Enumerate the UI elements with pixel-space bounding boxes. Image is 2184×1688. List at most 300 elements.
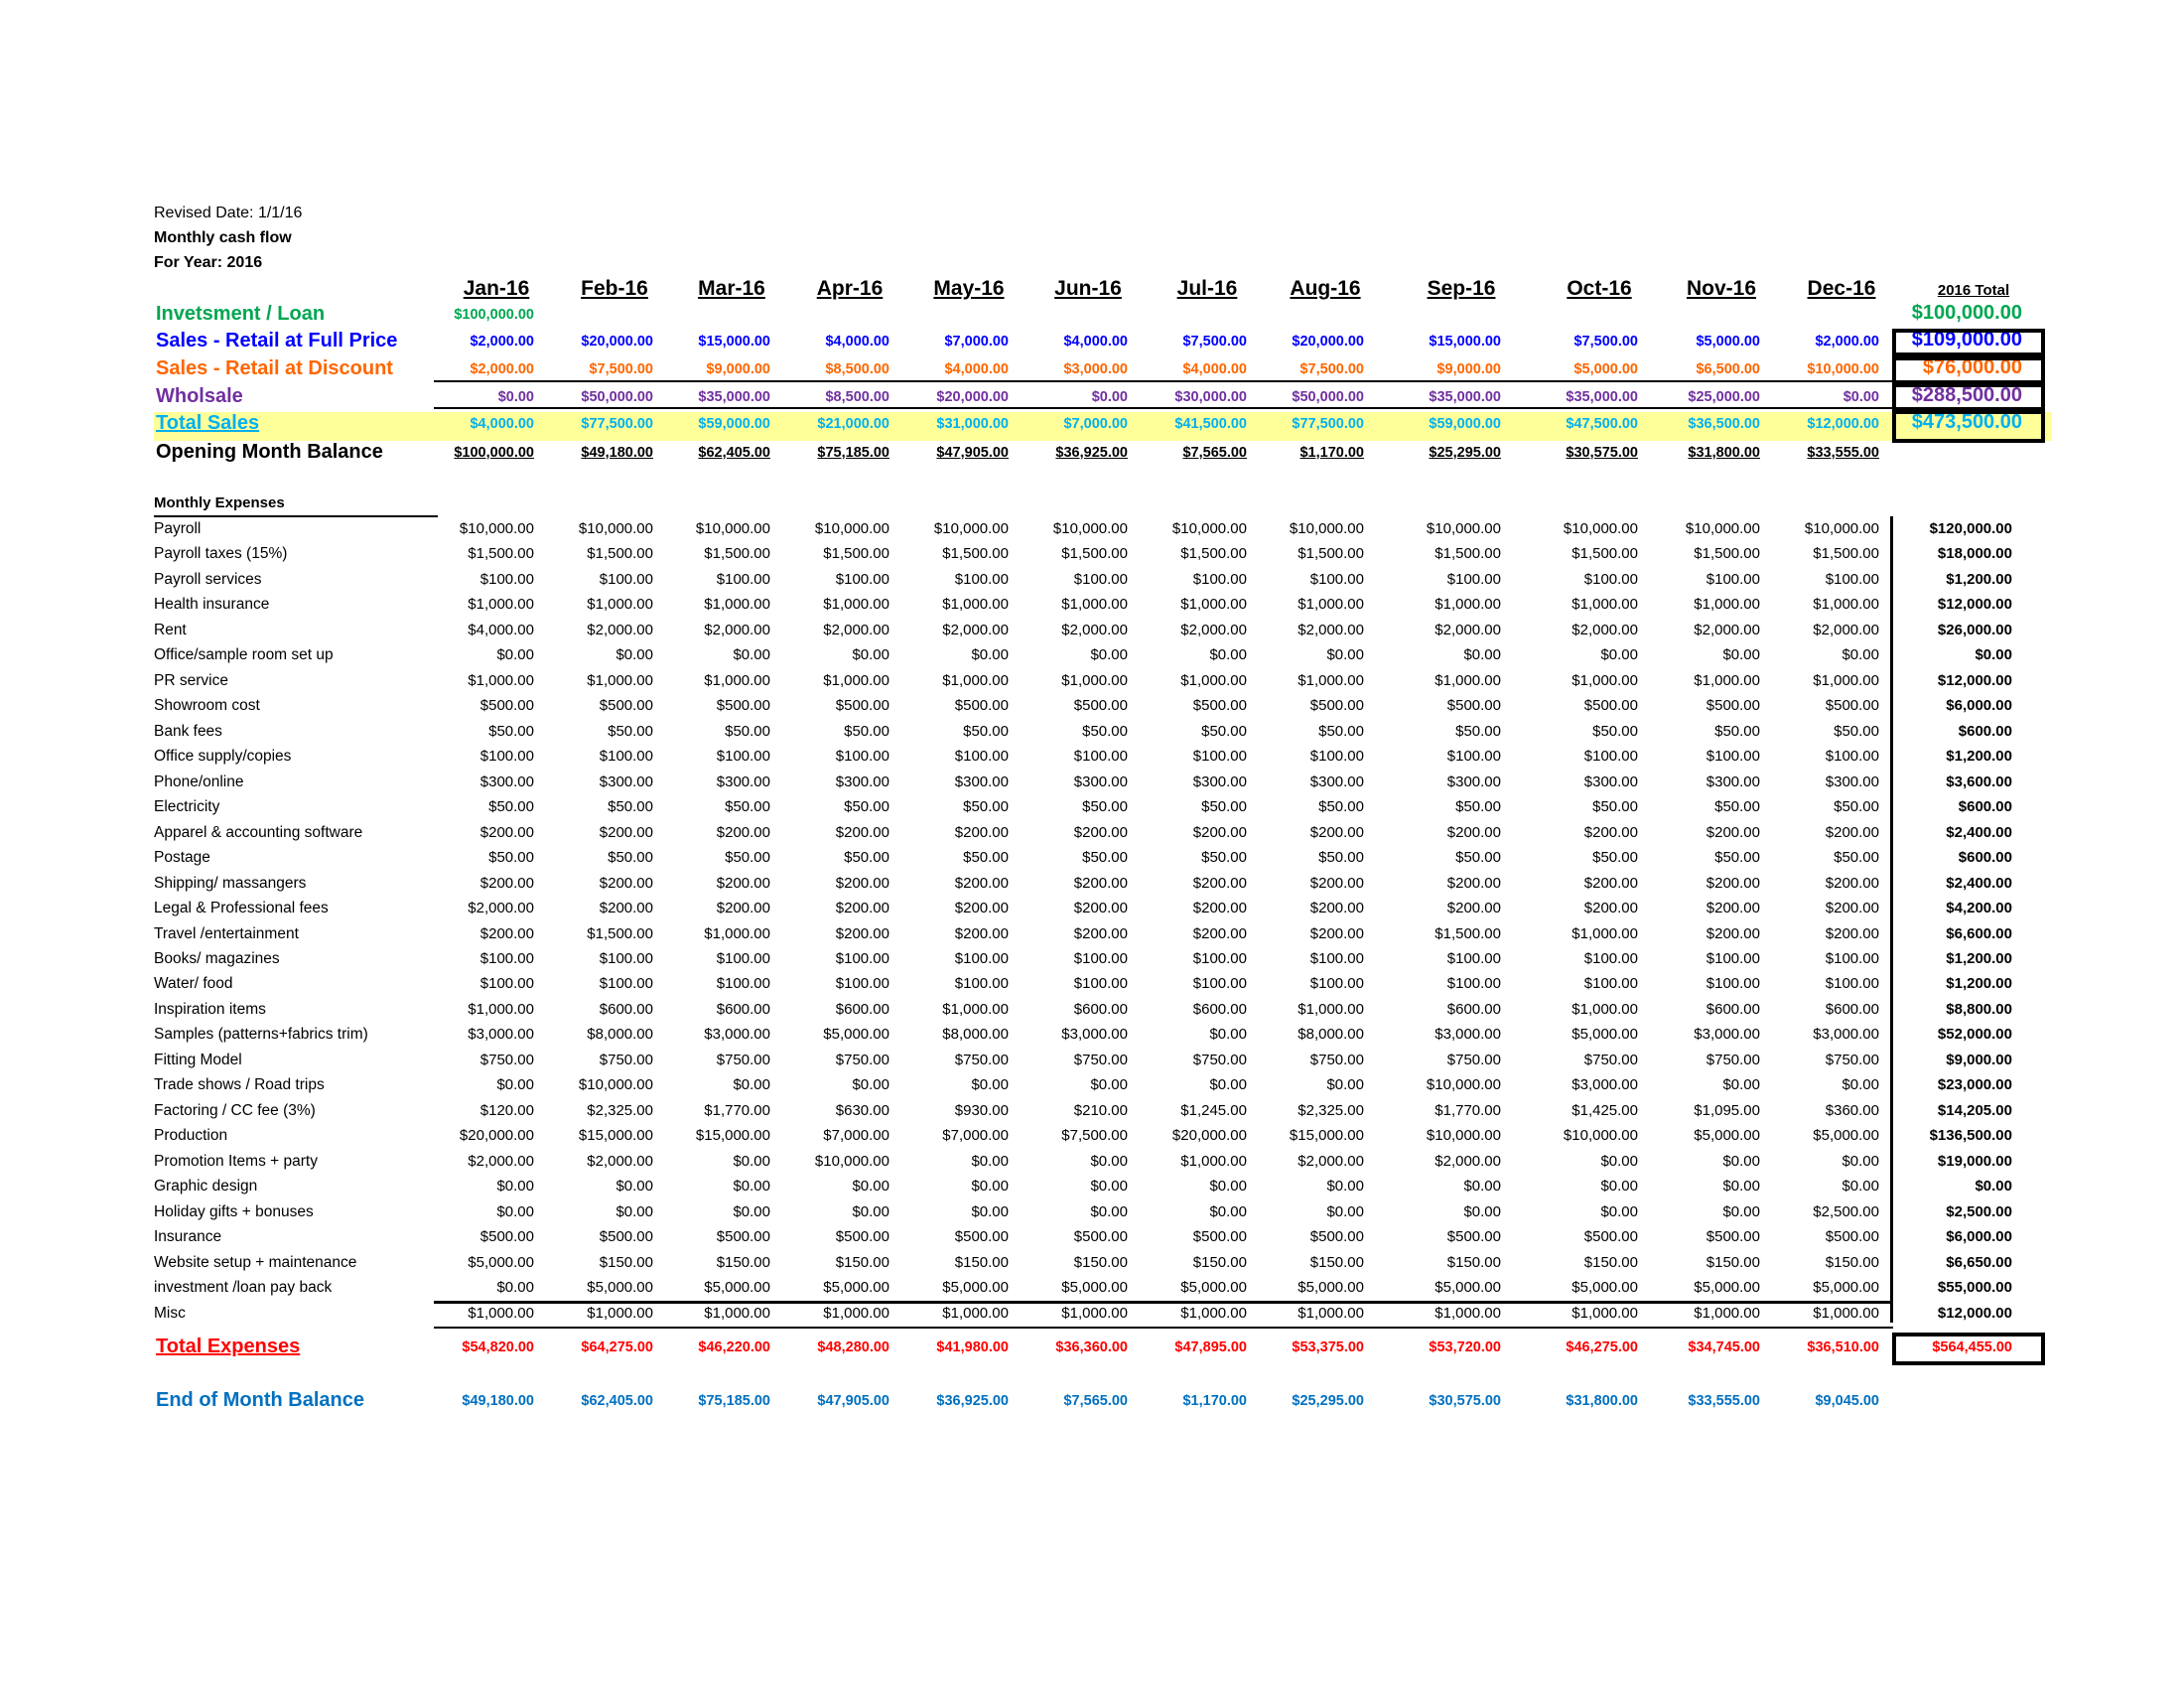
expense-cell: $5,000.00 <box>1571 1279 1638 1296</box>
expense-cell: $200.00 <box>954 875 1009 892</box>
expense-cell: $0.00 <box>1209 1178 1247 1195</box>
expense-cell: $2,000.00 <box>1434 1153 1501 1170</box>
expense-cell: $10,000.00 <box>1804 520 1879 537</box>
expense-cell: $200.00 <box>1825 900 1879 916</box>
expense-cell: $0.00 <box>1090 1203 1128 1220</box>
expense-cell: $15,000.00 <box>578 1127 653 1144</box>
expense-cell: $0.00 <box>496 1178 534 1195</box>
expense-label: Electricity <box>154 798 220 815</box>
year-label: For Year: 2016 <box>154 254 263 271</box>
sales-cell: $10,000.00 <box>1807 361 1879 377</box>
expense-cell: $100.00 <box>716 748 770 765</box>
sales-cell: $35,000.00 <box>1429 389 1501 405</box>
sales-cell: $6,500.00 <box>1696 361 1760 377</box>
expense-cell: $50.00 <box>1201 798 1247 815</box>
sales-cell: $20,000.00 <box>1292 334 1364 350</box>
expense-cell: $1,000.00 <box>1297 1305 1364 1322</box>
sales-cell: $35,000.00 <box>698 389 770 405</box>
expense-cell: $200.00 <box>1073 900 1128 916</box>
expense-cell: $10,000.00 <box>1426 1127 1501 1144</box>
expense-cell: $630.00 <box>835 1102 889 1119</box>
expense-cell: $10,000.00 <box>933 520 1009 537</box>
expense-cell: $200.00 <box>1192 900 1247 916</box>
expense-cell: $0.00 <box>615 1203 653 1220</box>
sales-cell: $100,000.00 <box>454 445 534 461</box>
expense-cell: $3,000.00 <box>468 1026 534 1043</box>
expense-cell: $200.00 <box>835 824 889 841</box>
expense-cell: $1,245.00 <box>1180 1102 1247 1119</box>
expense-cell: $500.00 <box>1825 1228 1879 1245</box>
expense-cell: $5,000.00 <box>823 1026 889 1043</box>
expense-cell: $0.00 <box>733 646 770 663</box>
total-expenses-cell: $41,980.00 <box>936 1339 1009 1355</box>
month-header: Aug-16 <box>1290 277 1361 300</box>
sales-cell: $4,000.00 <box>825 334 889 350</box>
expense-cell: $100.00 <box>1583 571 1638 588</box>
expense-cell: $50.00 <box>1834 798 1879 815</box>
expense-cell: $2,000.00 <box>1434 622 1501 638</box>
expense-cell: $2,500.00 <box>1813 1203 1879 1220</box>
expense-cell: $0.00 <box>1842 1178 1879 1195</box>
expense-cell: $100.00 <box>1309 748 1364 765</box>
expense-cell: $750.00 <box>1192 1052 1247 1068</box>
expense-cell: $0.00 <box>1209 646 1247 663</box>
expense-cell: $200.00 <box>954 824 1009 841</box>
expense-cell: $100.00 <box>599 950 653 967</box>
expense-cell: $1,770.00 <box>1434 1102 1501 1119</box>
sales-cell: $30,575.00 <box>1566 445 1638 461</box>
expense-cell: $5,000.00 <box>1813 1127 1879 1144</box>
expense-cell: $200.00 <box>1073 875 1128 892</box>
sales-cell: $5,000.00 <box>1573 361 1638 377</box>
expense-cell: $0.00 <box>733 1203 770 1220</box>
expense-cell: $50.00 <box>844 849 889 866</box>
sales-cell: $0.00 <box>1091 389 1128 405</box>
end-balance-cell: $1,170.00 <box>1182 1393 1247 1409</box>
expense-total: $600.00 <box>1958 849 2012 866</box>
expense-cell: $1,000.00 <box>468 596 534 613</box>
expense-cell: $200.00 <box>479 925 534 942</box>
expense-cell: $0.00 <box>1600 1178 1638 1195</box>
expense-cell: $0.00 <box>1722 1178 1760 1195</box>
expense-cell: $1,000.00 <box>1180 1305 1247 1322</box>
sales-cell: $7,000.00 <box>1063 416 1128 432</box>
expense-cell: $10,000.00 <box>1563 1127 1638 1144</box>
expense-cell: $500.00 <box>1706 697 1760 714</box>
sales-cell: $7,500.00 <box>1182 334 1247 350</box>
total-expenses-cell: $46,220.00 <box>698 1339 770 1355</box>
expense-cell: $100.00 <box>1706 975 1760 992</box>
expense-label: Travel /entertainment <box>154 925 299 942</box>
expense-label: Legal & Professional fees <box>154 900 329 916</box>
expense-cell: $1,000.00 <box>1571 596 1638 613</box>
month-header: Mar-16 <box>698 277 765 300</box>
expense-cell: $5,000.00 <box>1434 1279 1501 1296</box>
expense-cell: $0.00 <box>1326 1076 1364 1093</box>
expense-cell: $50.00 <box>963 723 1009 740</box>
expense-cell: $500.00 <box>479 1228 534 1245</box>
sales-cell: $0.00 <box>1843 389 1879 405</box>
sales-cell: $4,000.00 <box>944 361 1009 377</box>
expense-cell: $10,000.00 <box>1426 520 1501 537</box>
expense-cell: $3,000.00 <box>1434 1026 1501 1043</box>
expense-cell: $200.00 <box>1446 900 1501 916</box>
expense-cell: $200.00 <box>716 900 770 916</box>
expense-cell: $0.00 <box>1090 1076 1128 1093</box>
sales-row-label: Opening Month Balance <box>156 441 383 463</box>
expense-cell: $100.00 <box>1446 950 1501 967</box>
expense-cell: $100.00 <box>716 571 770 588</box>
expense-cell: $5,000.00 <box>1061 1279 1128 1296</box>
expense-cell: $100.00 <box>1583 950 1638 967</box>
expense-cell: $50.00 <box>1318 849 1364 866</box>
sales-cell: $1,170.00 <box>1299 445 1364 461</box>
end-balance-cell: $49,180.00 <box>462 1393 534 1409</box>
expense-cell: $3,000.00 <box>1061 1026 1128 1043</box>
sales-cell: $59,000.00 <box>1429 416 1501 432</box>
expense-label: Fitting Model <box>154 1052 242 1068</box>
retail-discount-total-box <box>1892 356 2045 384</box>
expense-cell: $0.00 <box>1842 1076 1879 1093</box>
expense-cell: $0.00 <box>615 646 653 663</box>
expense-cell: $1,000.00 <box>1180 1153 1247 1170</box>
expense-cell: $2,000.00 <box>1813 622 1879 638</box>
sales-cell: $77,500.00 <box>581 416 653 432</box>
expense-total: $55,000.00 <box>1937 1279 2012 1296</box>
expense-cell: $1,500.00 <box>587 925 653 942</box>
expense-label: Phone/online <box>154 774 244 790</box>
expense-cell: $100.00 <box>1706 571 1760 588</box>
expense-cell: $1,500.00 <box>1180 545 1247 562</box>
expense-cell: $750.00 <box>1825 1052 1879 1068</box>
expense-cell: $1,000.00 <box>1694 672 1760 689</box>
expense-cell: $8,000.00 <box>587 1026 653 1043</box>
expense-cell: $1,000.00 <box>704 672 770 689</box>
expense-cell: $100.00 <box>1192 571 1247 588</box>
expense-cell: $500.00 <box>1583 697 1638 714</box>
expense-cell: $200.00 <box>1309 875 1364 892</box>
misc-bottom-rule <box>434 1327 1893 1329</box>
expense-cell: $750.00 <box>1073 1052 1128 1068</box>
month-header: Jun-16 <box>1054 277 1122 300</box>
expense-label: Payroll services <box>154 571 262 588</box>
expense-cell: $0.00 <box>852 646 889 663</box>
expense-total: $120,000.00 <box>1929 520 2012 537</box>
expense-cell: $1,000.00 <box>704 596 770 613</box>
total-expenses-cell: $36,510.00 <box>1807 1339 1879 1355</box>
expense-cell: $600.00 <box>599 1001 653 1018</box>
expense-cell: $100.00 <box>1192 950 1247 967</box>
expense-cell: $5,000.00 <box>1571 1026 1638 1043</box>
sales-cell: $12,000.00 <box>1807 416 1879 432</box>
expense-cell: $1,500.00 <box>1813 545 1879 562</box>
expense-total: $600.00 <box>1958 723 2012 740</box>
expense-cell: $200.00 <box>599 900 653 916</box>
expense-cell: $0.00 <box>1600 1153 1638 1170</box>
expense-cell: $0.00 <box>733 1076 770 1093</box>
sales-cell: $20,000.00 <box>936 389 1009 405</box>
end-balance-cell: $31,800.00 <box>1566 1393 1638 1409</box>
expense-total: $19,000.00 <box>1937 1153 2012 1170</box>
expense-cell: $10,000.00 <box>1685 520 1760 537</box>
expense-cell: $200.00 <box>1309 824 1364 841</box>
expense-cell: $500.00 <box>1706 1228 1760 1245</box>
expense-cell: $500.00 <box>835 1228 889 1245</box>
expense-cell: $1,500.00 <box>942 545 1009 562</box>
expense-cell: $750.00 <box>1706 1052 1760 1068</box>
expense-cell: $200.00 <box>1073 925 1128 942</box>
expense-cell: $3,000.00 <box>1571 1076 1638 1093</box>
expense-total: $12,000.00 <box>1937 672 2012 689</box>
expense-cell: $0.00 <box>1090 1153 1128 1170</box>
expense-cell: $1,000.00 <box>468 1001 534 1018</box>
expense-cell: $100.00 <box>1583 975 1638 992</box>
sales-cell: $25,000.00 <box>1688 389 1760 405</box>
expense-cell: $500.00 <box>1309 1228 1364 1245</box>
expense-label: Holiday gifts + bonuses <box>154 1203 314 1220</box>
expense-cell: $0.00 <box>496 1203 534 1220</box>
expense-cell: $500.00 <box>1192 697 1247 714</box>
expense-total: $8,800.00 <box>1946 1001 2012 1018</box>
expense-cell: $1,000.00 <box>1434 596 1501 613</box>
total-expenses-cell: $36,360.00 <box>1055 1339 1128 1355</box>
end-balance-cell: $62,405.00 <box>581 1393 653 1409</box>
expense-cell: $0.00 <box>971 1076 1009 1093</box>
expense-cell: $0.00 <box>1600 646 1638 663</box>
expense-label: Factoring / CC fee (3%) <box>154 1102 316 1119</box>
expense-cell: $50.00 <box>1082 723 1128 740</box>
expense-cell: $100.00 <box>1192 748 1247 765</box>
expense-cell: $1,000.00 <box>823 672 889 689</box>
expense-cell: $10,000.00 <box>459 520 534 537</box>
expense-cell: $750.00 <box>1446 1052 1501 1068</box>
expense-cell: $0.00 <box>971 646 1009 663</box>
expense-cell: $100.00 <box>835 950 889 967</box>
expense-cell: $200.00 <box>1446 824 1501 841</box>
expense-cell: $100.00 <box>479 975 534 992</box>
total-expenses-cell: $53,375.00 <box>1292 1339 1364 1355</box>
expense-cell: $150.00 <box>1073 1254 1128 1271</box>
expense-cell: $100.00 <box>1073 950 1128 967</box>
expense-total: $0.00 <box>1975 1178 2012 1195</box>
expense-cell: $10,000.00 <box>1289 520 1364 537</box>
expense-cell: $50.00 <box>963 849 1009 866</box>
expense-cell: $2,000.00 <box>587 622 653 638</box>
expense-cell: $0.00 <box>1090 646 1128 663</box>
expense-cell: $1,000.00 <box>1180 672 1247 689</box>
expense-cell: $0.00 <box>971 1153 1009 1170</box>
expense-cell: $0.00 <box>971 1178 1009 1195</box>
expense-cell: $100.00 <box>1446 975 1501 992</box>
expense-cell: $500.00 <box>835 697 889 714</box>
total-expenses-cell: $47,895.00 <box>1174 1339 1247 1355</box>
expense-cell: $1,000.00 <box>468 1305 534 1322</box>
expense-cell: $100.00 <box>1825 975 1879 992</box>
expense-cell: $10,000.00 <box>578 520 653 537</box>
expense-cell: $1,500.00 <box>1571 545 1638 562</box>
sales-row-label: Wholsale <box>156 385 243 407</box>
expense-total: $12,000.00 <box>1937 596 2012 613</box>
expense-cell: $200.00 <box>835 900 889 916</box>
expense-total: $6,650.00 <box>1946 1254 2012 1271</box>
sales-cell: $33,555.00 <box>1807 445 1879 461</box>
sales-row-label: Invetsment / Loan <box>156 303 326 325</box>
expense-cell: $0.00 <box>1463 1203 1501 1220</box>
expense-cell: $600.00 <box>1825 1001 1879 1018</box>
expense-cell: $100.00 <box>1073 748 1128 765</box>
month-header: May-16 <box>933 277 1005 300</box>
expense-cell: $750.00 <box>835 1052 889 1068</box>
expense-cell: $500.00 <box>1446 1228 1501 1245</box>
expense-cell: $1,000.00 <box>1571 1001 1638 1018</box>
expense-cell: $50.00 <box>608 723 653 740</box>
sales-cell: $62,405.00 <box>698 445 770 461</box>
expense-cell: $500.00 <box>599 1228 653 1245</box>
sales-cell: $50,000.00 <box>1292 389 1364 405</box>
expense-cell: $200.00 <box>1192 875 1247 892</box>
expense-cell: $2,000.00 <box>468 1153 534 1170</box>
expense-total: $6,000.00 <box>1946 1228 2012 1245</box>
sheet-title: Monthly cash flow <box>154 229 292 246</box>
expense-cell: $1,000.00 <box>1061 596 1128 613</box>
expense-cell: $0.00 <box>1090 1178 1128 1195</box>
expense-cell: $50.00 <box>1455 849 1501 866</box>
expense-cell: $100.00 <box>479 748 534 765</box>
end-balance-cell: $75,185.00 <box>698 1393 770 1409</box>
expense-cell: $5,000.00 <box>1813 1279 1879 1296</box>
expense-cell: $0.00 <box>1463 1178 1501 1195</box>
expense-cell: $1,500.00 <box>1297 545 1364 562</box>
expense-cell: $100.00 <box>1073 975 1128 992</box>
expense-cell: $0.00 <box>496 646 534 663</box>
expense-cell: $200.00 <box>1073 824 1128 841</box>
expense-cell: $50.00 <box>725 798 770 815</box>
expense-cell: $5,000.00 <box>1180 1279 1247 1296</box>
expense-cell: $10,000.00 <box>695 520 770 537</box>
sales-cell: $4,000.00 <box>470 416 534 432</box>
expense-cell: $100.00 <box>1309 975 1364 992</box>
sales-cell: $20,000.00 <box>581 334 653 350</box>
totals-column-rule <box>1890 516 1893 1323</box>
expense-cell: $5,000.00 <box>1297 1279 1364 1296</box>
expense-cell: $0.00 <box>1842 646 1879 663</box>
expense-cell: $1,500.00 <box>587 545 653 562</box>
expense-cell: $1,000.00 <box>1571 672 1638 689</box>
expense-cell: $50.00 <box>725 849 770 866</box>
expense-cell: $0.00 <box>1463 646 1501 663</box>
expense-cell: $50.00 <box>1834 849 1879 866</box>
expense-cell: $300.00 <box>716 774 770 790</box>
expense-cell: $500.00 <box>954 1228 1009 1245</box>
sales-cell: $7,000.00 <box>944 334 1009 350</box>
total-expenses-total: $564,455.00 <box>1932 1339 2012 1355</box>
expense-cell: $100.00 <box>954 975 1009 992</box>
expense-cell: $200.00 <box>716 875 770 892</box>
expense-label: Payroll <box>154 520 202 537</box>
sales-cell: $2,000.00 <box>1815 334 1879 350</box>
expense-cell: $1,000.00 <box>1061 672 1128 689</box>
expense-cell: $300.00 <box>1825 774 1879 790</box>
end-balance-cell: $7,565.00 <box>1063 1393 1128 1409</box>
expense-cell: $50.00 <box>1714 798 1760 815</box>
sales-cell: $47,500.00 <box>1566 416 1638 432</box>
expense-cell: $0.00 <box>733 1178 770 1195</box>
expense-cell: $300.00 <box>1192 774 1247 790</box>
expense-cell: $1,000.00 <box>587 672 653 689</box>
expense-cell: $10,000.00 <box>578 1076 653 1093</box>
revised-date: Revised Date: 1/1/16 <box>154 205 303 221</box>
sales-cell: $8,500.00 <box>825 389 889 405</box>
expense-cell: $1,000.00 <box>1061 1305 1128 1322</box>
expense-cell: $100.00 <box>835 571 889 588</box>
expense-cell: $0.00 <box>1209 1026 1247 1043</box>
expense-total: $52,000.00 <box>1937 1026 2012 1043</box>
expense-cell: $10,000.00 <box>1563 520 1638 537</box>
expense-cell: $2,000.00 <box>823 622 889 638</box>
expense-cell: $5,000.00 <box>1694 1279 1760 1296</box>
expense-cell: $200.00 <box>835 925 889 942</box>
expense-total: $1,200.00 <box>1946 950 2012 967</box>
expense-cell: $150.00 <box>1309 1254 1364 1271</box>
expense-cell: $0.00 <box>496 1279 534 1296</box>
expense-cell: $600.00 <box>1706 1001 1760 1018</box>
expense-cell: $300.00 <box>479 774 534 790</box>
expense-label: Shipping/ massangers <box>154 875 307 892</box>
sales-cell: $9,000.00 <box>1436 361 1501 377</box>
expense-cell: $750.00 <box>954 1052 1009 1068</box>
expense-cell: $1,000.00 <box>942 1001 1009 1018</box>
expense-total: $2,400.00 <box>1946 824 2012 841</box>
expense-cell: $2,000.00 <box>587 1153 653 1170</box>
expense-cell: $100.00 <box>716 975 770 992</box>
expense-cell: $1,000.00 <box>942 1305 1009 1322</box>
expense-cell: $5,000.00 <box>823 1279 889 1296</box>
expense-label: Insurance <box>154 1228 222 1245</box>
expense-cell: $1,000.00 <box>1813 596 1879 613</box>
expense-cell: $1,000.00 <box>704 1305 770 1322</box>
expense-cell: $0.00 <box>615 1178 653 1195</box>
expense-cell: $50.00 <box>1201 723 1247 740</box>
expense-cell: $2,000.00 <box>1571 622 1638 638</box>
expense-cell: $2,000.00 <box>1180 622 1247 638</box>
expense-cell: $50.00 <box>1834 723 1879 740</box>
sales-row-label: Sales - Retail at Discount <box>156 357 393 379</box>
expense-cell: $0.00 <box>1722 1153 1760 1170</box>
sales-cell: $25,295.00 <box>1429 445 1501 461</box>
expense-label: Rent <box>154 622 187 638</box>
expense-cell: $1,000.00 <box>1434 672 1501 689</box>
sales-cell: $3,000.00 <box>1063 361 1128 377</box>
expense-label: Office supply/copies <box>154 748 292 765</box>
expense-cell: $500.00 <box>954 697 1009 714</box>
expense-total: $1,200.00 <box>1946 975 2012 992</box>
sales-cell: $59,000.00 <box>698 416 770 432</box>
expense-cell: $200.00 <box>1309 900 1364 916</box>
expense-cell: $150.00 <box>835 1254 889 1271</box>
expense-total: $23,000.00 <box>1937 1076 2012 1093</box>
expense-cell: $500.00 <box>1309 697 1364 714</box>
sales-cell: $7,500.00 <box>589 361 653 377</box>
expense-cell: $750.00 <box>716 1052 770 1068</box>
expense-cell: $200.00 <box>1583 824 1638 841</box>
expense-cell: $100.00 <box>835 975 889 992</box>
expense-cell: $150.00 <box>954 1254 1009 1271</box>
expense-cell: $100.00 <box>954 748 1009 765</box>
expense-cell: $360.00 <box>1825 1102 1879 1119</box>
expense-cell: $600.00 <box>835 1001 889 1018</box>
expense-total: $0.00 <box>1975 646 2012 663</box>
expense-cell: $300.00 <box>1583 774 1638 790</box>
